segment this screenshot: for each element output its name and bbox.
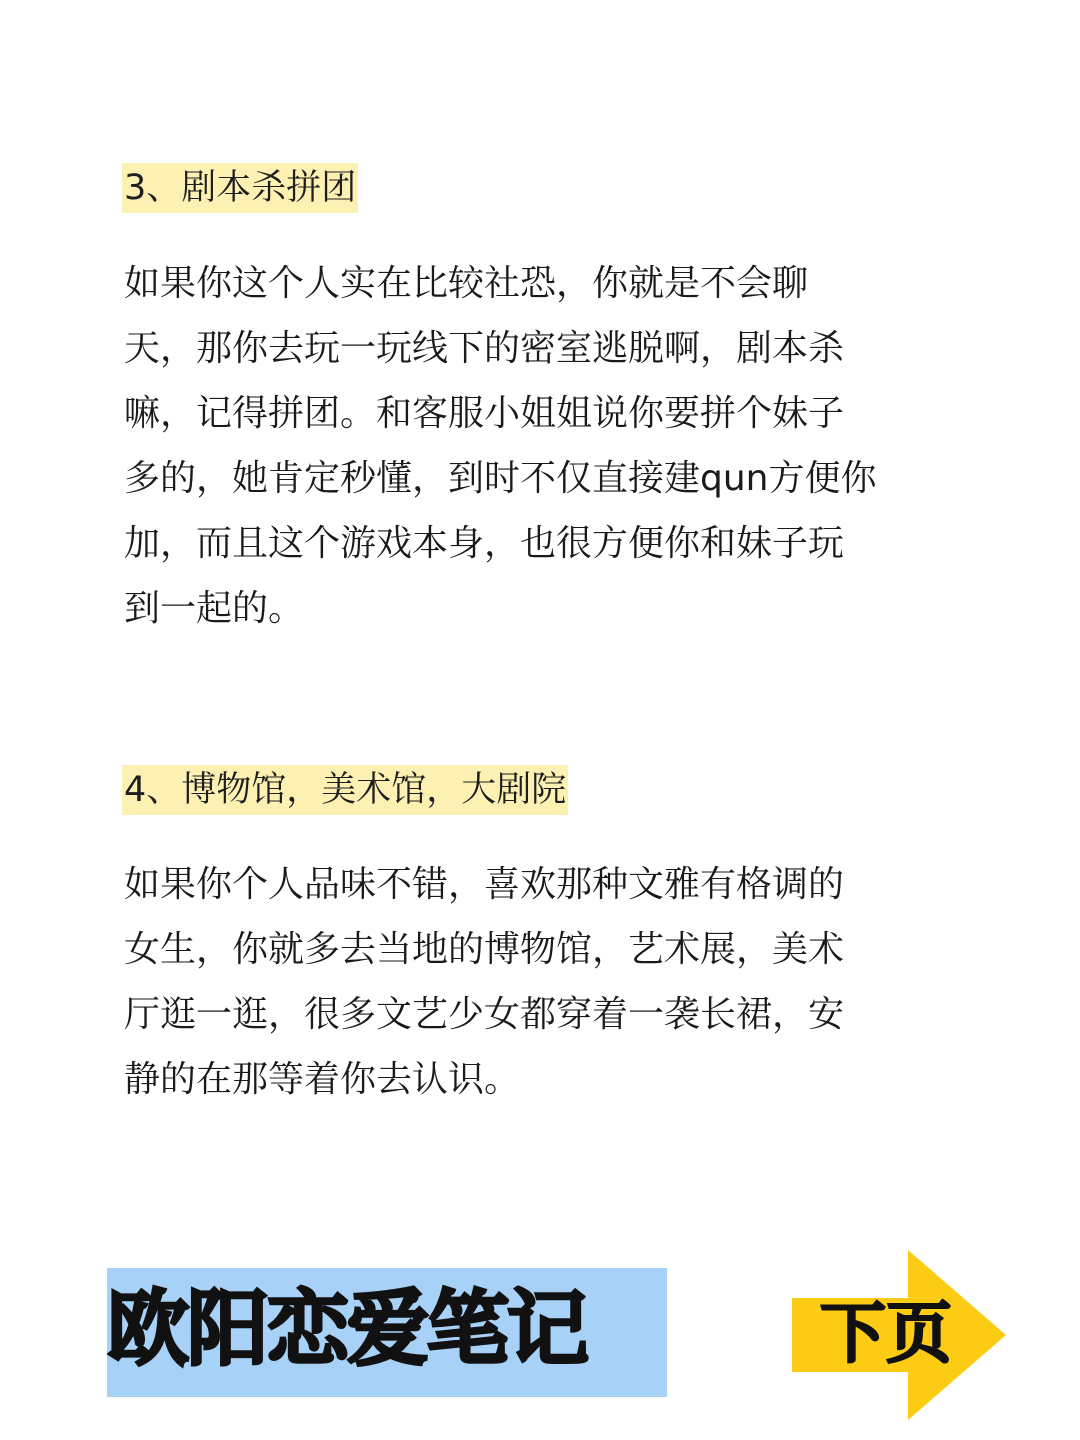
section-4-heading: 4、博物馆，美术馆，大剧院 xyxy=(122,765,568,815)
paragraph-line: 加，而且这个游戏本身，也很方便你和妹子玩 xyxy=(124,523,845,564)
brand-title: 欧阳恋爱笔记 xyxy=(107,1282,588,1377)
paragraph-line: 静的在那等着你去认识。 xyxy=(124,1059,521,1100)
next-page-button[interactable] xyxy=(790,1250,1008,1420)
paragraph-line: 到一起的。 xyxy=(124,588,305,629)
paragraph-line: 女生，你就多去当地的博物馆，艺术展，美术 xyxy=(124,929,845,970)
brand-banner xyxy=(107,1268,667,1397)
paragraph-line: 厅逛一逛，很多文艺少女都穿着一袭长裙，安 xyxy=(124,994,845,1035)
next-page-label: 下页 xyxy=(820,1295,952,1372)
section-4-paragraph xyxy=(124,852,934,1112)
paragraph-line: 天，那你去玩一玩线下的密室逃脱啊，剧本杀 xyxy=(124,328,845,369)
paragraph-line: 多的，她肯定秒懂，到时不仅直接建qun方便你 xyxy=(124,458,877,499)
section-3-heading: 3、剧本杀拼团 xyxy=(122,163,358,213)
paragraph-line: 嘛，记得拼团。和客服小姐姐说你要拼个妹子 xyxy=(124,393,845,434)
paragraph-line: 如果你个人品味不错，喜欢那种文雅有格调的 xyxy=(124,864,845,905)
paragraph-line: 如果你这个人实在比较社恐，你就是不会聊 xyxy=(124,263,809,304)
section-3-paragraph xyxy=(124,251,934,641)
